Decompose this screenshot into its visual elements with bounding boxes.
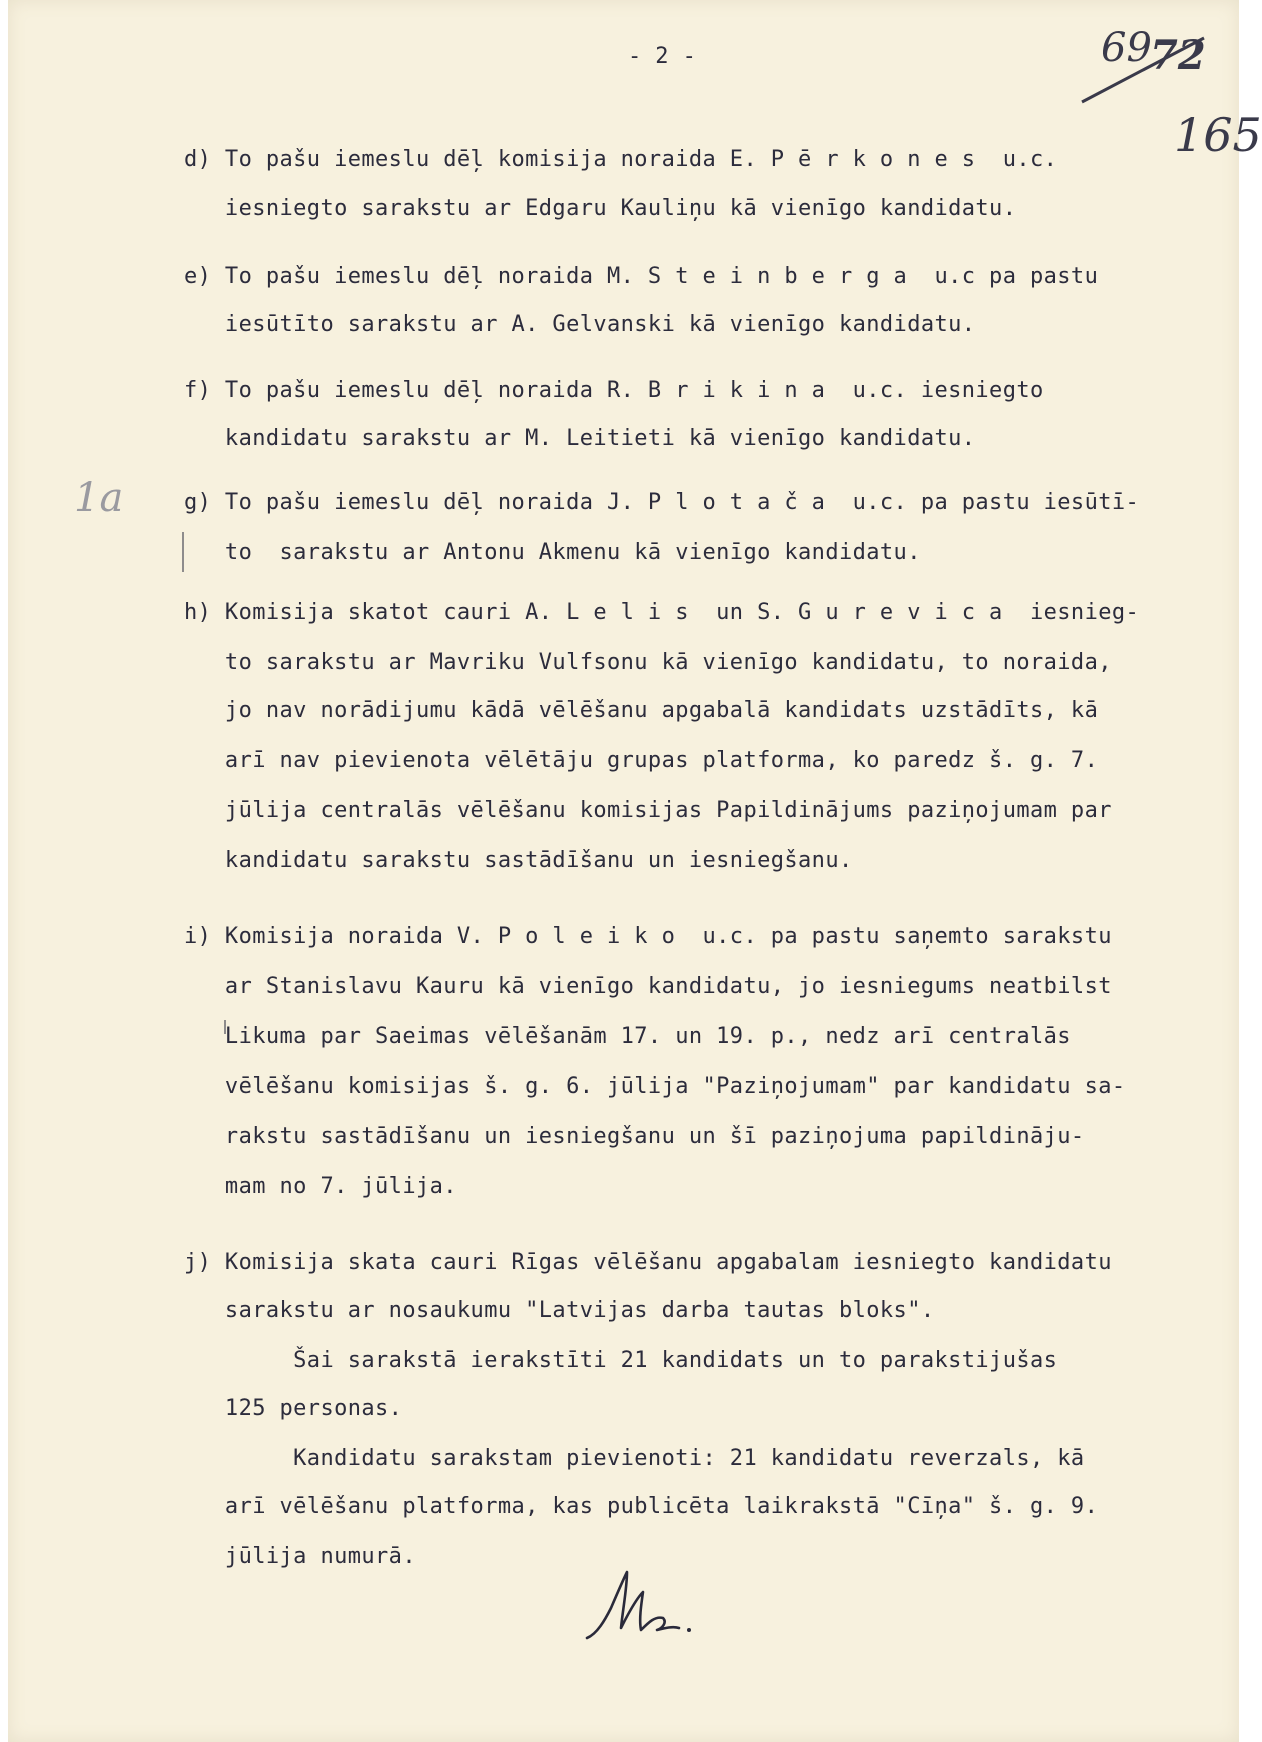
text-line: i) Komisija noraida V. P o l e i k o u.c. pa pastu saņemto sarakstu: [184, 924, 1112, 949]
text-line: mam no 7. jūlija.: [184, 1174, 457, 1199]
text-line: arī nav pievienota vēlētāju grupas platforma, ko paredz š. g. 7.: [184, 748, 1099, 773]
text-line: g) To pašu iemeslu dēļ noraida J. P l o t a č a u.c. pa pastu iesūtī-: [184, 490, 1140, 515]
text-line: iesniegto sarakstu ar Edgaru Kauliņu kā vienīgo kandidatu.: [184, 196, 1017, 221]
text-line: vēlēšanu komisijas š. g. 6. jūlija "Paziņojumam" par kandidatu sa-: [184, 1074, 1126, 1099]
text-line: h) Komisija skatot cauri A. L e l i s un S. G u r e v i c a iesnieg-: [184, 600, 1140, 625]
text-line: iesūtīto sarakstu ar A. Gelvanski kā vienīgo kandidatu.: [184, 312, 976, 337]
text-line: to sarakstu ar Antonu Akmenu kā vienīgo kandidatu.: [184, 540, 921, 565]
text-line: jūlija numurā.: [184, 1544, 416, 1569]
text-line: kandidatu sarakstu sastādīšanu un iesniegšanu.: [184, 848, 853, 873]
text-line: arī vēlēšanu platforma, kas publicēta laikrakstā "Cīņa" š. g. 9.: [184, 1494, 1099, 1519]
text-line: e) To pašu iemeslu dēļ noraida M. S t e i n b e r g a u.c pa pastu: [184, 264, 1099, 289]
signature: [583, 1568, 693, 1644]
text-line: f) To pašu iemeslu dēļ noraida R. B r i k i n a u.c. iesniegto: [184, 378, 1044, 403]
text-line: 125 personas.: [184, 1396, 403, 1421]
text-line: j) Komisija skata cauri Rīgas vēlēšanu apgabalam iesniegto kandidatu: [184, 1250, 1112, 1275]
handwritten-sheet-number: 165: [1174, 108, 1262, 162]
handwritten-folio-crossed: 69: [1101, 25, 1152, 71]
text-line: jūlija centralās vēlēšanu komisijas Papildinājums paziņojumam par: [184, 798, 1112, 823]
text-line: sarakstu ar nosaukumu "Latvijas darba tautas bloks".: [184, 1298, 935, 1323]
document-page: [8, 0, 1262, 1742]
text-line: d) To pašu iemeslu dēļ komisija noraida E. P ē r k o n e s u.c.: [184, 147, 1058, 172]
text-line: rakstu sastādīšanu un iesniegšanu un šī paziņojuma papildināju-: [184, 1124, 1085, 1149]
text-line: to sarakstu ar Mavriku Vulfsonu kā vienīgo kandidatu, to noraida,: [184, 650, 1112, 675]
page-number: - 2 -: [628, 44, 697, 69]
pen-dot-mark: [222, 1020, 228, 1034]
handwritten-folio-number: 72: [1150, 32, 1206, 79]
pen-stroke-mark: [180, 532, 186, 572]
text-line: Kandidatu sarakstam pievienoti: 21 kandidatu reverzals, kā: [184, 1446, 1085, 1471]
text-line: jo nav norādijumu kādā vēlēšanu apgabalā kandidats uzstādīts, kā: [184, 698, 1099, 723]
text-line: ar Stanislavu Kauru kā vienīgo kandidatu, jo iesniegums neatbilst: [184, 974, 1112, 999]
text-line: Likuma par Saeimas vēlēšanām 17. un 19. p., nedz arī centralās: [184, 1024, 1071, 1049]
text-line: Šai sarakstā ierakstīti 21 kandidats un to parakstijušas: [184, 1348, 1058, 1373]
text-line: kandidatu sarakstu ar M. Leitieti kā vienīgo kandidatu.: [184, 426, 976, 451]
handwritten-margin-note: 1a: [74, 475, 124, 521]
